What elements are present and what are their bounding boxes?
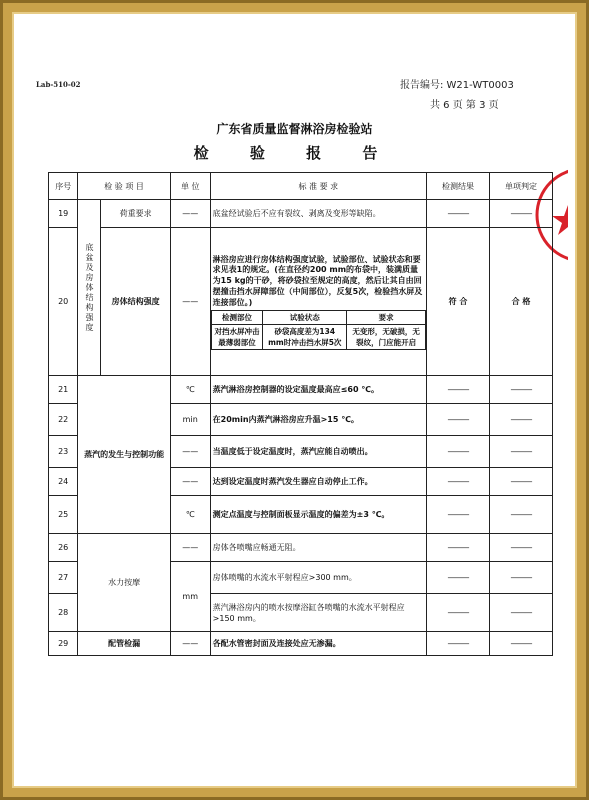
judgement: ———	[489, 200, 552, 228]
unit: mm	[170, 562, 210, 632]
result: 符 合	[426, 228, 489, 376]
requirement-text: 淋浴房应进行房体结构强度试验，试验部位、试验状态和要求见表1的规定。(在直径约200 mm的布袋中，装满质量为15 kg的干砂，将砂袋拉至规定的高度，然后让其自由回摆撞击挡水屏障部位（中间部位），反复5次，检验挡水屏及连接部位。)	[212, 254, 423, 307]
requirement: 当温度低于设定温度时，蒸汽应能自动喷出。	[210, 436, 426, 468]
group-steam: 蒸汽的发生与控制功能	[78, 376, 170, 534]
table-row	[49, 200, 553, 228]
inspection-table	[48, 172, 553, 656]
requirement: 蒸汽淋浴房控制器的设定温度最高应≤60 ℃。	[210, 376, 426, 404]
result: ———	[426, 562, 489, 594]
unit: ——	[170, 534, 210, 562]
lab-code: Lab-510-02	[36, 80, 81, 89]
col-unit: 单 位	[170, 173, 210, 200]
judgement: ———	[489, 376, 552, 404]
unit: ℃	[170, 376, 210, 404]
item-name: 房体结构强度	[101, 228, 170, 376]
judgement: ———	[489, 404, 552, 436]
judgement: ———	[489, 436, 552, 468]
requirement: 房体各喷嘴应畅通无阻。	[210, 534, 426, 562]
result: ———	[426, 404, 489, 436]
col-item: 检 验 项 目	[78, 173, 170, 200]
unit: ——	[170, 200, 210, 228]
judgement: ———	[489, 496, 552, 534]
requirement: 测定点温度与控制面板显示温度的偏差为±3 ℃。	[210, 496, 426, 534]
row-no: 26	[49, 534, 78, 562]
unit: ——	[170, 436, 210, 468]
group-base-text: 底盆及房体结构强度	[84, 242, 94, 333]
unit: ℃	[170, 496, 210, 534]
report-number: 报告编号: W21-WT0003	[400, 80, 514, 91]
report-title: 检 验 报 告	[193, 144, 396, 162]
row-no: 27	[49, 562, 78, 594]
result: ———	[426, 200, 489, 228]
inner-cell: 对挡水屏冲击最薄弱部位	[211, 325, 263, 350]
judgement: 合 格	[489, 228, 552, 376]
col-no: 序号	[49, 173, 78, 200]
unit: ——	[170, 228, 210, 376]
row-no: 20	[49, 228, 78, 376]
result: ———	[426, 594, 489, 632]
col-result: 检测结果	[426, 173, 489, 200]
table-header-row	[49, 173, 553, 200]
inner-header: 试验状态	[263, 311, 347, 325]
row-no: 23	[49, 436, 78, 468]
row-no: 25	[49, 496, 78, 534]
requirement: 在20min内蒸汽淋浴房应升温>15 ℃。	[210, 404, 426, 436]
item-name: 荷重要求	[101, 200, 170, 228]
group-water: 水力按摩	[78, 534, 170, 632]
table-row	[49, 534, 553, 562]
requirement: 蒸汽淋浴房内的喷水按摩浴缸各喷嘴的水流水平射程应>150 mm。	[210, 594, 426, 632]
row-no: 22	[49, 404, 78, 436]
row-no: 19	[49, 200, 78, 228]
table-row	[49, 376, 553, 404]
inner-header: 检测部位	[211, 311, 263, 325]
inner-cell: 无变形，无破损，无裂纹，门应能开启	[347, 325, 426, 350]
org-title: 广东省质量监督淋浴房检验站	[216, 122, 373, 136]
table-row	[49, 632, 553, 656]
requirement: 达到设定温度时蒸汽发生器应自动停止工作。	[210, 468, 426, 496]
result: ———	[426, 496, 489, 534]
result: ———	[426, 468, 489, 496]
inner-cell: 砂袋高度差为134 mm时冲击挡水屏5次	[263, 325, 347, 350]
result: ———	[426, 534, 489, 562]
requirement: 房体喷嘴的水流水平射程应>300 mm。	[210, 562, 426, 594]
unit: min	[170, 404, 210, 436]
unit: ——	[170, 632, 210, 656]
result: ———	[426, 376, 489, 404]
row-no: 24	[49, 468, 78, 496]
requirement: 各配水管密封面及连接处应无渗漏。	[210, 632, 426, 656]
judgement: ———	[489, 632, 552, 656]
judgement: ———	[489, 468, 552, 496]
judgement: ———	[489, 594, 552, 632]
col-judgement: 单项判定	[489, 173, 552, 200]
inner-header: 要求	[347, 311, 426, 325]
result: ———	[426, 632, 489, 656]
row-no: 21	[49, 376, 78, 404]
group-label-base	[78, 200, 101, 376]
col-requirement: 标 准 要 求	[210, 173, 426, 200]
result: ———	[426, 436, 489, 468]
test-conditions-table	[211, 310, 426, 350]
unit: ——	[170, 468, 210, 496]
table-row	[49, 228, 553, 376]
row-no: 29	[49, 632, 78, 656]
item-name: 配管检漏	[78, 632, 170, 656]
judgement: ———	[489, 562, 552, 594]
page-count: 共 6 页 第 3 页	[430, 100, 499, 111]
row-no: 28	[49, 594, 78, 632]
requirement	[210, 228, 426, 376]
judgement: ———	[489, 534, 552, 562]
requirement: 底盆经试验后不应有裂纹、剥离及变形等缺陷。	[210, 200, 426, 228]
